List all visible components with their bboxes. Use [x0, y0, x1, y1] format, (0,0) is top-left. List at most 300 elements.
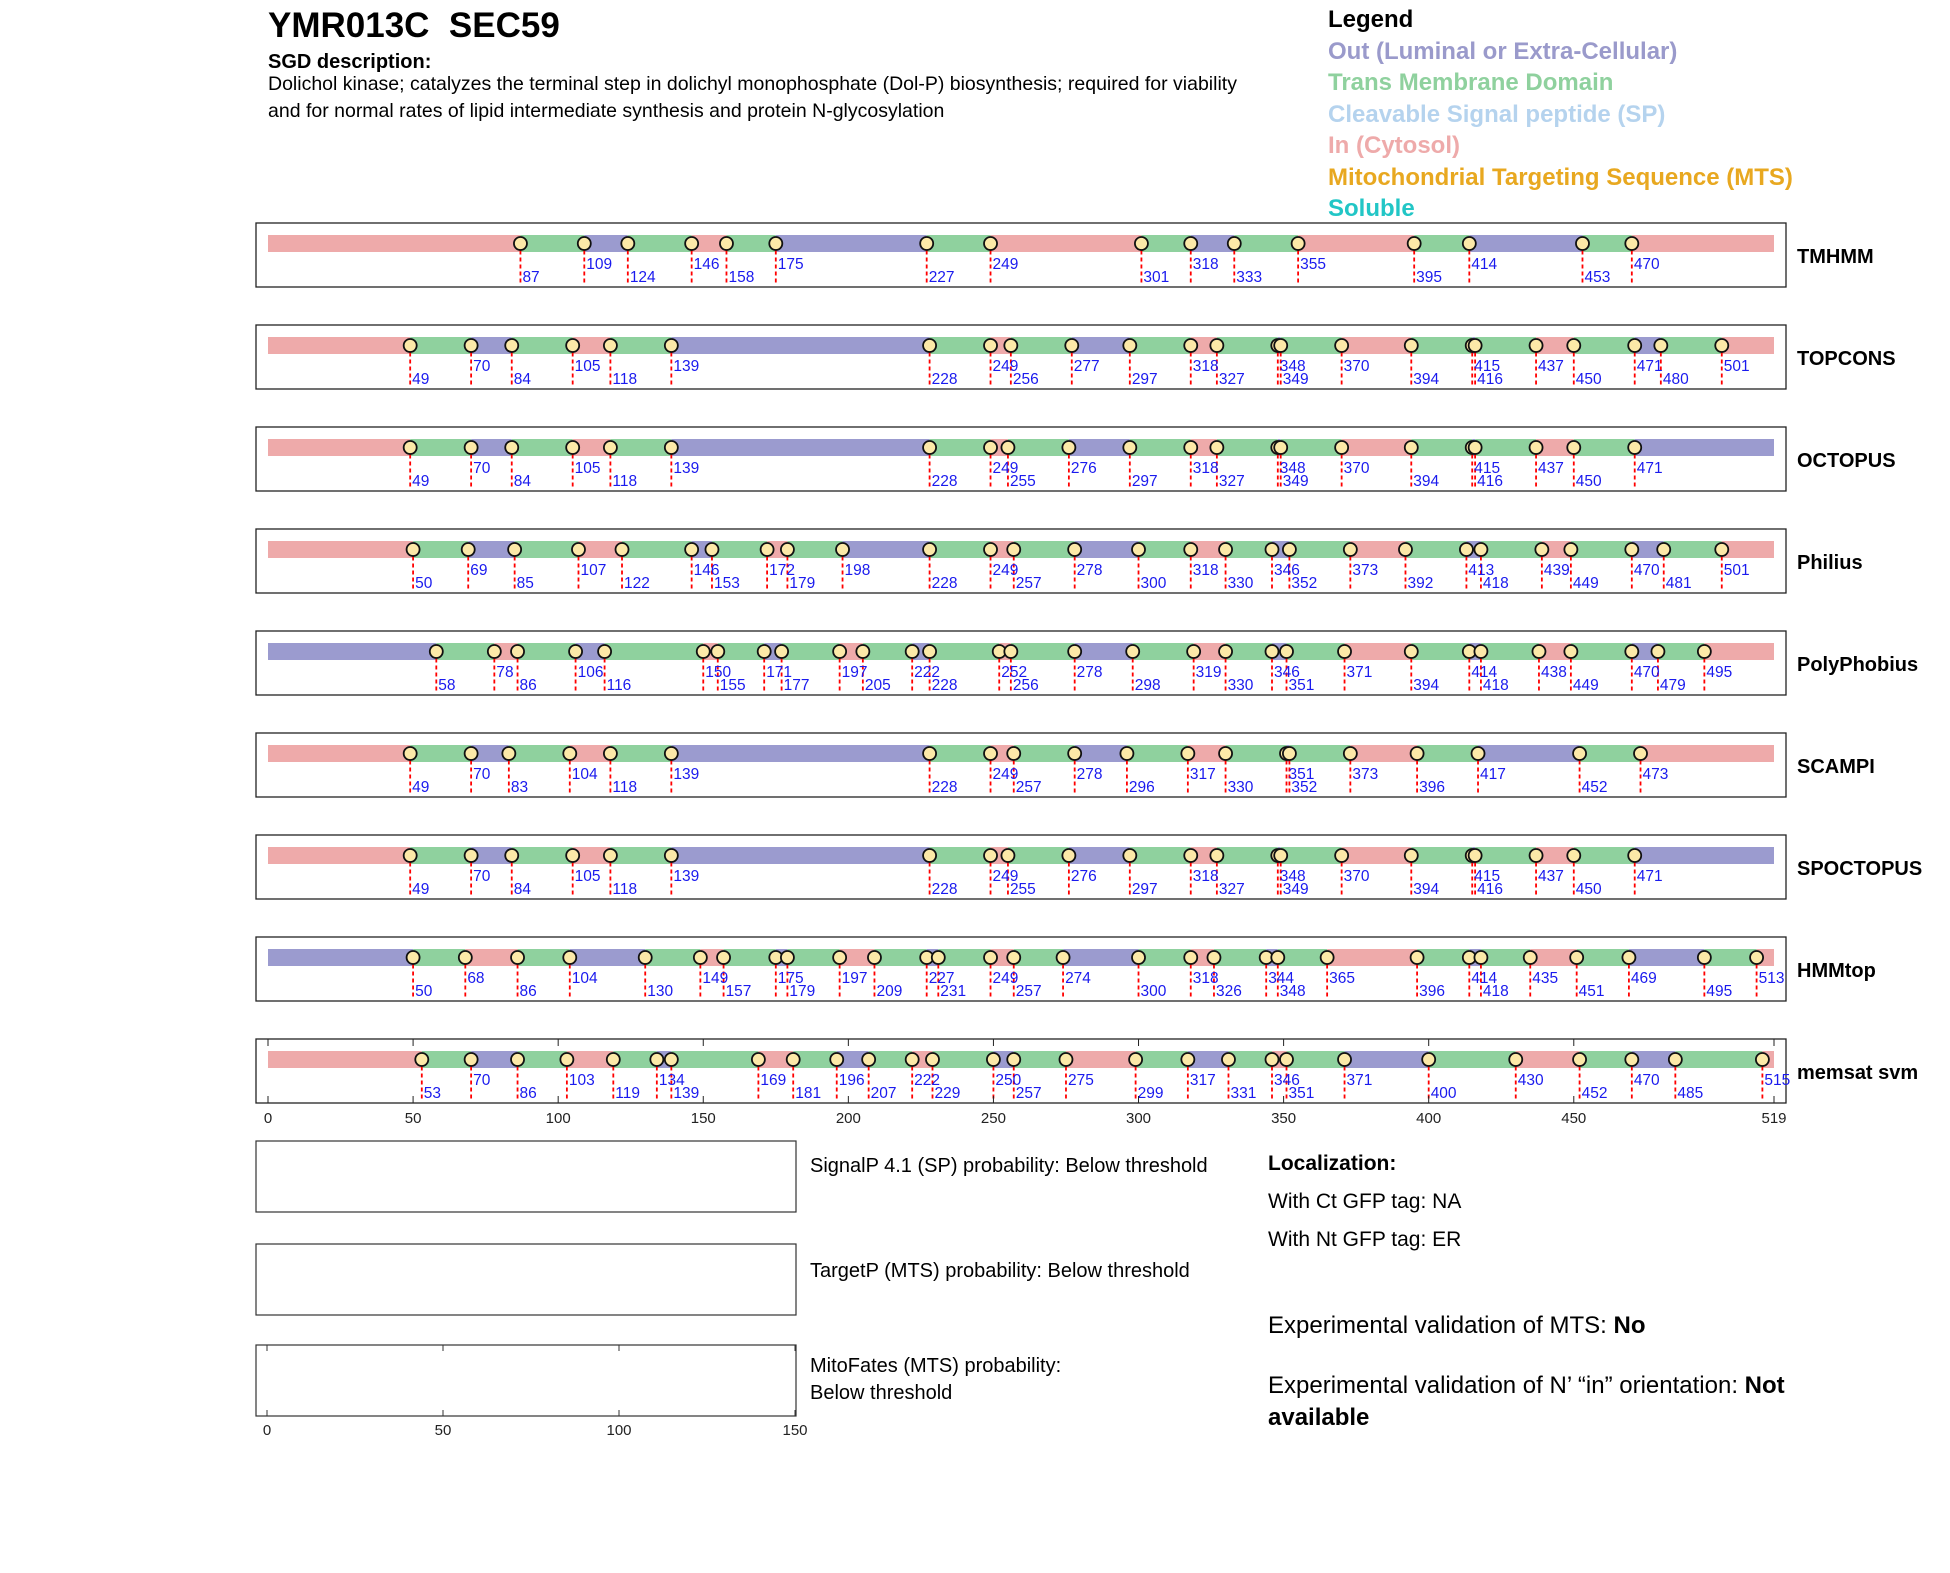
position-label: 134 [658, 1072, 685, 1089]
segment-tm [610, 439, 671, 456]
small-x-tick-label: 50 [434, 1422, 452, 1439]
track-memsat-svm [256, 1039, 1918, 1103]
position-label: 414 [1471, 970, 1498, 987]
boundary-marker [830, 1053, 843, 1066]
position-label: 107 [580, 562, 607, 579]
position-label: 330 [1227, 575, 1254, 592]
boundary-marker [1266, 1053, 1279, 1066]
position-label: 249 [992, 766, 1019, 783]
segment-tm [512, 337, 573, 354]
position-label: 105 [574, 460, 601, 477]
boundary-marker [511, 645, 524, 658]
boundary-marker [1634, 747, 1647, 760]
position-label: 370 [1343, 868, 1370, 885]
boundary-marker [1004, 339, 1017, 352]
segment-tm [1217, 847, 1278, 864]
segment-tm [1571, 643, 1632, 660]
boundary-marker [1001, 441, 1014, 454]
segment-out [1629, 949, 1704, 966]
boundary-marker [1405, 339, 1418, 352]
position-label: 276 [1070, 868, 1097, 885]
boundary-marker [1207, 951, 1220, 964]
boundary-marker [566, 339, 579, 352]
position-label: 157 [725, 983, 752, 1000]
boundary-marker [836, 543, 849, 556]
boundary-marker [697, 645, 710, 658]
position-label: 348 [1279, 983, 1306, 1000]
position-label: 437 [1538, 460, 1564, 477]
boundary-marker [862, 1053, 875, 1066]
segment-tm [1139, 541, 1191, 558]
position-label: 317 [1189, 766, 1216, 783]
segment-tm [1130, 847, 1191, 864]
position-label: 485 [1677, 1085, 1704, 1102]
position-label: 255 [1009, 881, 1036, 898]
segment-out [1072, 337, 1130, 354]
segment-in [1641, 745, 1774, 762]
segment-in [1342, 439, 1412, 456]
position-label: 451 [1578, 983, 1605, 1000]
position-label: 228 [931, 575, 958, 592]
track-name: HMMtop [1797, 960, 1876, 982]
segment-tm [782, 643, 840, 660]
segment-tm [1226, 745, 1287, 762]
boundary-marker [514, 237, 527, 250]
position-label: 400 [1430, 1085, 1457, 1102]
position-label: 87 [522, 269, 540, 286]
boundary-marker [694, 951, 707, 964]
boundary-marker [465, 441, 478, 454]
track-name: Philius [1797, 552, 1863, 574]
position-label: 297 [1131, 371, 1158, 388]
position-label: 470 [1633, 1072, 1660, 1089]
boundary-marker [1335, 441, 1348, 454]
position-label: 327 [1218, 473, 1245, 490]
boundary-marker [1184, 543, 1197, 556]
segment-tm [1417, 949, 1469, 966]
segment-tm [1281, 847, 1342, 864]
segment-tm [1580, 1051, 1632, 1068]
position-label: 351 [1288, 766, 1315, 783]
segment-tm [724, 949, 776, 966]
segment-out [1063, 949, 1138, 966]
segment-tm [1704, 949, 1756, 966]
position-label: 299 [1137, 1085, 1164, 1102]
position-label: 257 [1015, 983, 1042, 1000]
boundary-marker [1068, 645, 1081, 658]
segment-tm [1214, 949, 1266, 966]
position-label: 50 [415, 575, 433, 592]
segment-tm [1664, 541, 1722, 558]
segment-tm [1417, 745, 1478, 762]
position-label: 330 [1227, 677, 1254, 694]
position-label: 116 [606, 677, 632, 694]
segment-tm [410, 745, 471, 762]
position-label: 318 [1192, 460, 1219, 477]
position-label: 196 [838, 1072, 865, 1089]
boundary-marker [1210, 849, 1223, 862]
position-label: 70 [473, 766, 491, 783]
boundary-marker [665, 849, 678, 862]
boundary-marker [1181, 747, 1194, 760]
boundary-marker [775, 645, 788, 658]
boundary-marker [1129, 1053, 1142, 1066]
boundary-marker [1469, 849, 1482, 862]
position-label: 327 [1218, 881, 1245, 898]
boundary-marker [465, 849, 478, 862]
segment-tm [1281, 337, 1342, 354]
boundary-marker [563, 951, 576, 964]
segment-out [671, 847, 929, 864]
position-label: 349 [1282, 371, 1309, 388]
position-label: 70 [473, 868, 491, 885]
boundary-marker [1181, 1053, 1194, 1066]
position-label: 416 [1477, 473, 1503, 490]
track-name: memsat svm [1797, 1062, 1919, 1084]
boundary-marker [404, 849, 417, 862]
position-label: 326 [1215, 983, 1242, 1000]
segment-tm [1139, 949, 1191, 966]
boundary-marker [1474, 543, 1487, 556]
position-label: 177 [783, 677, 810, 694]
sgd-description-label: SGD description: [268, 51, 432, 73]
legend-item-sp: Cleavable Signal peptide (SP) [1328, 100, 1666, 128]
segment-out [268, 949, 413, 966]
boundary-marker [465, 1053, 478, 1066]
position-label: 373 [1352, 766, 1379, 783]
segment-tm [1289, 745, 1350, 762]
boundary-marker [1422, 1053, 1435, 1066]
position-label: 396 [1419, 983, 1445, 1000]
boundary-marker [868, 951, 881, 964]
boundary-marker [1460, 543, 1473, 556]
boundary-marker [407, 543, 420, 556]
segment-tm [1661, 337, 1722, 354]
position-label: 228 [931, 779, 958, 796]
segment-tm [787, 541, 842, 558]
boundary-marker [1210, 339, 1223, 352]
segment-tm [1481, 643, 1539, 660]
position-label: 453 [1584, 269, 1611, 286]
segment-tm [518, 643, 576, 660]
segment-tm [1130, 439, 1191, 456]
boundary-marker [1007, 1053, 1020, 1066]
position-label: 450 [1575, 473, 1602, 490]
position-label: 351 [1288, 1085, 1315, 1102]
position-label: 319 [1195, 664, 1222, 681]
boundary-marker [1062, 849, 1075, 862]
boundary-marker [1135, 237, 1148, 250]
segment-tm [520, 235, 584, 252]
position-label: 209 [876, 983, 903, 1000]
boundary-marker [598, 645, 611, 658]
segment-out [268, 643, 436, 660]
segment-tm [1411, 643, 1469, 660]
position-label: 104 [571, 766, 598, 783]
position-label: 355 [1300, 256, 1326, 273]
segment-tm [1011, 337, 1072, 354]
boundary-marker [984, 849, 997, 862]
boundary-marker [1068, 543, 1081, 556]
boundary-marker [502, 747, 515, 760]
segment-tm [410, 439, 471, 456]
boundary-marker [462, 543, 475, 556]
position-label: 86 [519, 983, 537, 1000]
position-label: 370 [1343, 358, 1370, 375]
segment-in [268, 1051, 422, 1068]
small-x-tick-label: 150 [782, 1422, 808, 1439]
track-scampi [256, 733, 1875, 797]
x-tick-label: 50 [404, 1110, 422, 1127]
position-label: 207 [870, 1085, 897, 1102]
x-tick-label: 150 [690, 1110, 716, 1127]
boundary-marker [508, 543, 521, 556]
segment-in [1350, 745, 1417, 762]
position-label: 469 [1630, 970, 1657, 987]
position-label: 437 [1538, 868, 1564, 885]
position-label: 275 [1067, 1072, 1094, 1089]
track-name: OCTOPUS [1797, 450, 1896, 472]
position-label: 103 [568, 1072, 595, 1089]
position-label: 70 [473, 1072, 491, 1089]
position-label: 155 [719, 677, 746, 694]
small-x-tick-label: 0 [262, 1422, 272, 1439]
legend-item-out: Out (Luminal or Extra-Cellular) [1328, 37, 1678, 65]
boundary-marker [1698, 645, 1711, 658]
segment-out [1069, 439, 1130, 456]
boundary-marker [572, 543, 585, 556]
position-label: 86 [519, 1085, 537, 1102]
boundary-marker [1228, 237, 1241, 250]
segment-out [1635, 847, 1774, 864]
position-label: 228 [931, 473, 958, 490]
track-hmmtop [256, 937, 1876, 1001]
boundary-marker [665, 441, 678, 454]
position-label: 50 [415, 983, 433, 1000]
boundary-marker [1219, 645, 1232, 658]
position-label: 346 [1274, 664, 1300, 681]
segment-tm [1127, 745, 1188, 762]
position-label: 249 [992, 562, 1019, 579]
position-label: 118 [612, 371, 638, 388]
position-label: 479 [1659, 677, 1686, 694]
boundary-marker [1120, 747, 1133, 760]
segment-tm [1675, 1051, 1762, 1068]
boundary-marker [459, 951, 472, 964]
segment-out [570, 949, 645, 966]
boundary-marker [1059, 1053, 1072, 1066]
segment-tm [1289, 541, 1350, 558]
boundary-marker [769, 237, 782, 250]
position-label: 109 [586, 256, 613, 273]
boundary-marker [984, 747, 997, 760]
boundary-marker [1126, 645, 1139, 658]
boundary-marker [415, 1053, 428, 1066]
segment-tm [413, 949, 465, 966]
position-label: 49 [412, 779, 430, 796]
segment-tm [927, 235, 991, 252]
position-label: 278 [1076, 766, 1103, 783]
segment-in [1722, 541, 1774, 558]
boundary-marker [1576, 237, 1589, 250]
segment-out [1075, 643, 1133, 660]
segment-tm [1411, 847, 1472, 864]
boundary-marker [488, 645, 501, 658]
segment-tm [1014, 1051, 1066, 1068]
position-label: 348 [1279, 358, 1306, 375]
position-label: 249 [992, 358, 1019, 375]
segment-tm [605, 643, 704, 660]
track-tmhmm [256, 223, 1874, 287]
position-label: 501 [1723, 562, 1750, 579]
position-label: 105 [574, 868, 601, 885]
segment-tm [1234, 235, 1298, 252]
segment-tm [410, 337, 471, 354]
boundary-marker [1474, 951, 1487, 964]
boundary-marker [758, 645, 771, 658]
boundary-marker [665, 339, 678, 352]
segment-tm [515, 541, 579, 558]
position-label: 139 [673, 868, 700, 885]
position-label: 106 [577, 664, 604, 681]
position-label: 346 [1274, 562, 1300, 579]
sgd-description-text: Dolichol kinase; catalyzes the terminal step in dolichyl monophosphate (Dol-P) biosynthesis; required for viability and for normal rates of lipid intermediate synthesis and protein N-glycosylation [268, 73, 1237, 122]
position-label: 78 [496, 664, 514, 681]
boundary-marker [1567, 441, 1580, 454]
position-label: 349 [1282, 881, 1309, 898]
track-philius [256, 529, 1863, 593]
segment-tm [509, 745, 570, 762]
track-name: TOPCONS [1797, 348, 1896, 370]
boundary-marker [1274, 849, 1287, 862]
segment-tm [1281, 439, 1342, 456]
boundary-marker [621, 237, 634, 250]
boundary-marker [560, 1053, 573, 1066]
boundary-marker [923, 543, 936, 556]
segment-tm [1217, 439, 1278, 456]
position-label: 394 [1413, 473, 1440, 490]
position-label: 222 [914, 664, 941, 681]
legend-item-soluble: Soluble [1328, 195, 1415, 222]
boundary-marker [932, 951, 945, 964]
position-label: 250 [995, 1072, 1022, 1089]
segment-in [268, 847, 410, 864]
segment-in [268, 337, 410, 354]
position-label: 418 [1482, 575, 1509, 592]
boundary-marker [1573, 747, 1586, 760]
position-label: 146 [693, 562, 720, 579]
position-label: 471 [1636, 358, 1663, 375]
position-label: 175 [777, 970, 804, 987]
legend-title: Legend [1328, 6, 1414, 33]
position-label: 105 [574, 358, 601, 375]
x-tick-label: 300 [1126, 1110, 1152, 1127]
position-label: 495 [1706, 664, 1733, 681]
position-label: 249 [992, 256, 1019, 273]
segment-in [1327, 949, 1417, 966]
targetp-probability-text: TargetP (MTS) probability: Below threshold [810, 1260, 1190, 1282]
segment-in [1516, 1051, 1580, 1068]
boundary-marker [1715, 543, 1728, 556]
segment-in [268, 439, 410, 456]
position-label: 69 [470, 562, 488, 579]
position-label: 256 [1012, 677, 1039, 694]
boundary-marker [1509, 1053, 1522, 1066]
position-label: 416 [1477, 371, 1503, 388]
track-topcons [256, 325, 1896, 389]
segment-out [843, 541, 930, 558]
segment-in [268, 541, 413, 558]
track-name: PolyPhobius [1797, 654, 1919, 676]
boundary-marker [1532, 645, 1545, 658]
boundary-marker [1266, 645, 1279, 658]
boundary-marker [1750, 951, 1763, 964]
boundary-marker [1657, 543, 1670, 556]
boundary-marker [711, 645, 724, 658]
boundary-marker [1535, 543, 1548, 556]
position-label: 439 [1543, 562, 1570, 579]
position-label: 480 [1662, 371, 1689, 388]
position-label: 471 [1636, 460, 1663, 477]
segment-tm [610, 847, 671, 864]
position-label: 58 [438, 677, 456, 694]
boundary-marker [1335, 849, 1348, 862]
boundary-marker [665, 747, 678, 760]
segment-tm [1571, 541, 1632, 558]
segment-tm [410, 847, 471, 864]
boundary-marker [717, 951, 730, 964]
position-label: 297 [1131, 881, 1158, 898]
position-label: 416 [1477, 881, 1503, 898]
boundary-marker [1123, 441, 1136, 454]
experimental-orientation-label: Experimental validation of N’ “in” orientation: [1268, 1372, 1745, 1399]
segment-in [268, 745, 410, 762]
boundary-marker [430, 645, 443, 658]
boundary-marker [1057, 951, 1070, 964]
track-polyphobius [256, 631, 1918, 695]
boundary-marker [926, 1053, 939, 1066]
segment-tm [930, 643, 1000, 660]
boundary-marker [465, 747, 478, 760]
segment-tm [1014, 745, 1075, 762]
segment-tm [1475, 337, 1536, 354]
segment-tm [628, 235, 692, 252]
boundary-marker [752, 1053, 765, 1066]
localization-label: Localization: [1268, 1152, 1397, 1175]
position-label: 452 [1581, 779, 1608, 796]
position-label: 118 [612, 779, 638, 796]
boundary-marker [505, 441, 518, 454]
segment-tm [1574, 337, 1635, 354]
position-label: 278 [1076, 664, 1103, 681]
segment-out [671, 745, 929, 762]
position-label: 430 [1517, 1072, 1544, 1089]
position-label: 415 [1474, 460, 1501, 477]
segment-tm [1130, 337, 1191, 354]
position-label: 197 [841, 664, 868, 681]
position-label: 470 [1633, 664, 1660, 681]
boundary-marker [505, 849, 518, 862]
position-label: 394 [1413, 881, 1440, 898]
segment-out [671, 337, 929, 354]
boundary-marker [1654, 339, 1667, 352]
boundary-marker [578, 237, 591, 250]
small-x-tick-label: 100 [606, 1422, 632, 1439]
boundary-marker [787, 1053, 800, 1066]
boundary-marker [1344, 543, 1357, 556]
position-label: 414 [1471, 256, 1498, 273]
boundary-marker [1567, 339, 1580, 352]
